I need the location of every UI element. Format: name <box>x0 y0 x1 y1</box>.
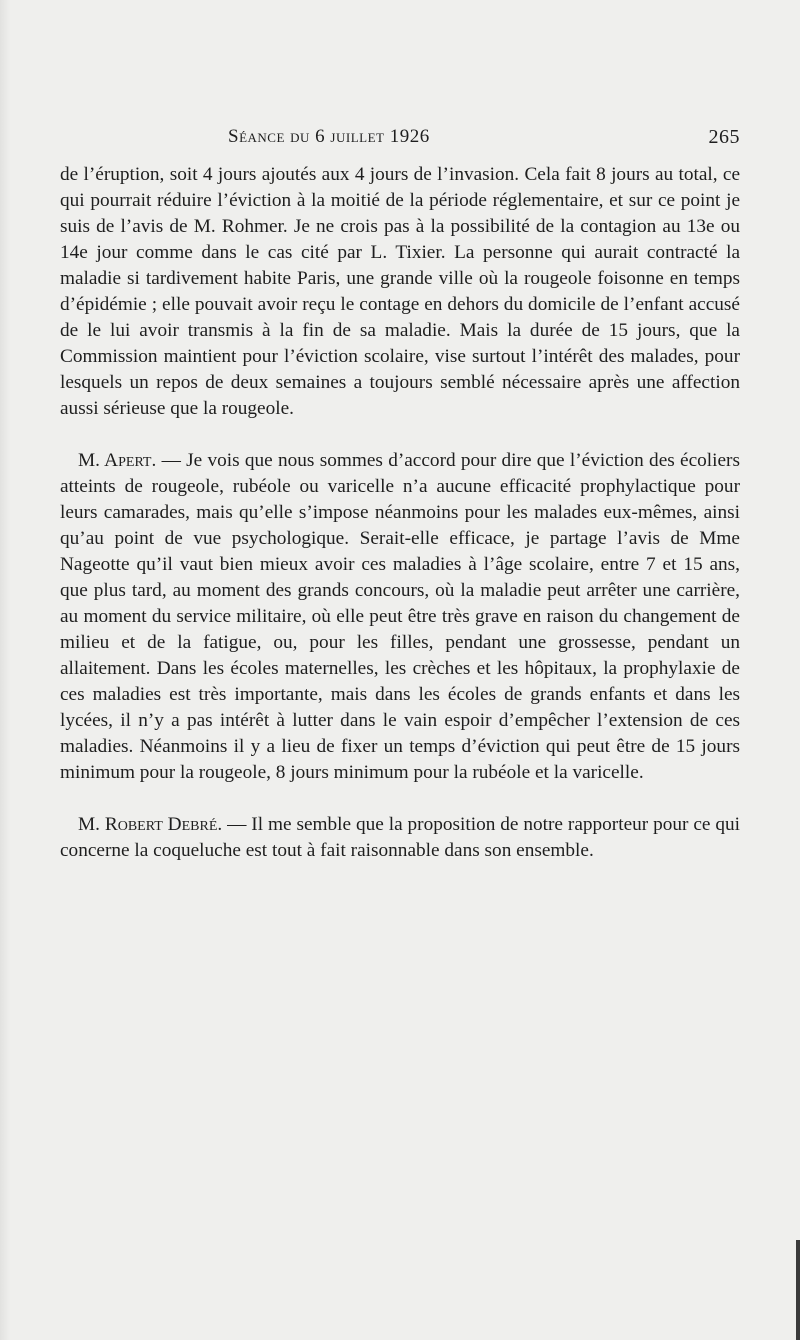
page-number: 265 <box>708 126 740 148</box>
paragraph-apert <box>60 448 740 786</box>
paragraph-text: — Je vois que nous sommes d’accord pour dire que l’éviction des écoliers atteints de rougeole, rubéole ou varicelle n’a aucune efficacité prophylactique pour leurs camarades, mais qu’elle s’impose néanmoins pour les malades eux-mêmes, ainsi qu’au point de vue psychologique. Serait-elle efficace, je partage l’avis de Mme Nageotte qu’il vaut bien mieux avoir ces maladies à l’âge scolaire, entre 7 et 15 ans, que plus tard, au moment des grands concours, où la maladie peut arrêter une carrière, au moment du service militaire, où elle peut être très grave en raison du changement de milieu et de la fatigue, ou, pour les filles, pendant une grossesse, pendant un allaitement. Dans les écoles maternelles, les crèches et les hôpitaux, la prophylaxie de ces maladies est très importante, mais dans les écoles de grands enfants et dans les lycées, il n’y a pas intérêt à lutter dans le vain espoir d’empêcher l’extension de ces maladies. Néanmoins il y a lieu de fixer un temps d’éviction qui peut être de 15 jours minimum pour la rougeole, 8 jours minimum pour la rubéole et la varicelle. <box>60 450 740 783</box>
paragraph-continuation <box>60 162 740 422</box>
speaker-name: M. Apert. <box>78 450 157 471</box>
paragraph-debre <box>60 812 740 864</box>
speaker-name: M. Robert Debré. <box>78 814 223 835</box>
paragraph-text: — Il me semble que la proposition de notre rapporteur pour ce qui concerne la coqueluche est tout à fait raisonnable dans son ensemble. <box>60 814 740 861</box>
running-head <box>60 126 740 156</box>
page-edge-mark <box>796 1240 800 1340</box>
running-title: Séance du 6 juillet 1926 <box>228 126 430 147</box>
body-text <box>60 162 740 864</box>
page-gutter-shadow <box>0 0 10 1340</box>
paragraph-text: de l’éruption, soit 4 jours ajoutés aux 4 jours de l’invasion. Cela fait 8 jours au total, ce qui pourrait réduire l’éviction à la moitié de la période réglementaire, et sur ce point je suis de l’avis de M. Rohmer. Je ne crois pas à la possibilité de la contagion au 13e ou 14e jour comme dans le cas cité par L. Tixier. La personne qui aurait contracté la maladie si tardivement habite Paris, une grande ville où la rougeole foisonne en temps d’épidémie ; elle pouvait avoir reçu le contage en dehors du domicile de l’enfant accusé de le lui avoir transmis à la fin de sa maladie. Mais la durée de 15 jours, que la Commission maintient pour l’éviction scolaire, vise surtout l’intérêt des malades, pour lesquels un repos de deux semaines a toujours semblé nécessaire après une affection aussi sérieuse que la rougeole. <box>60 164 740 419</box>
